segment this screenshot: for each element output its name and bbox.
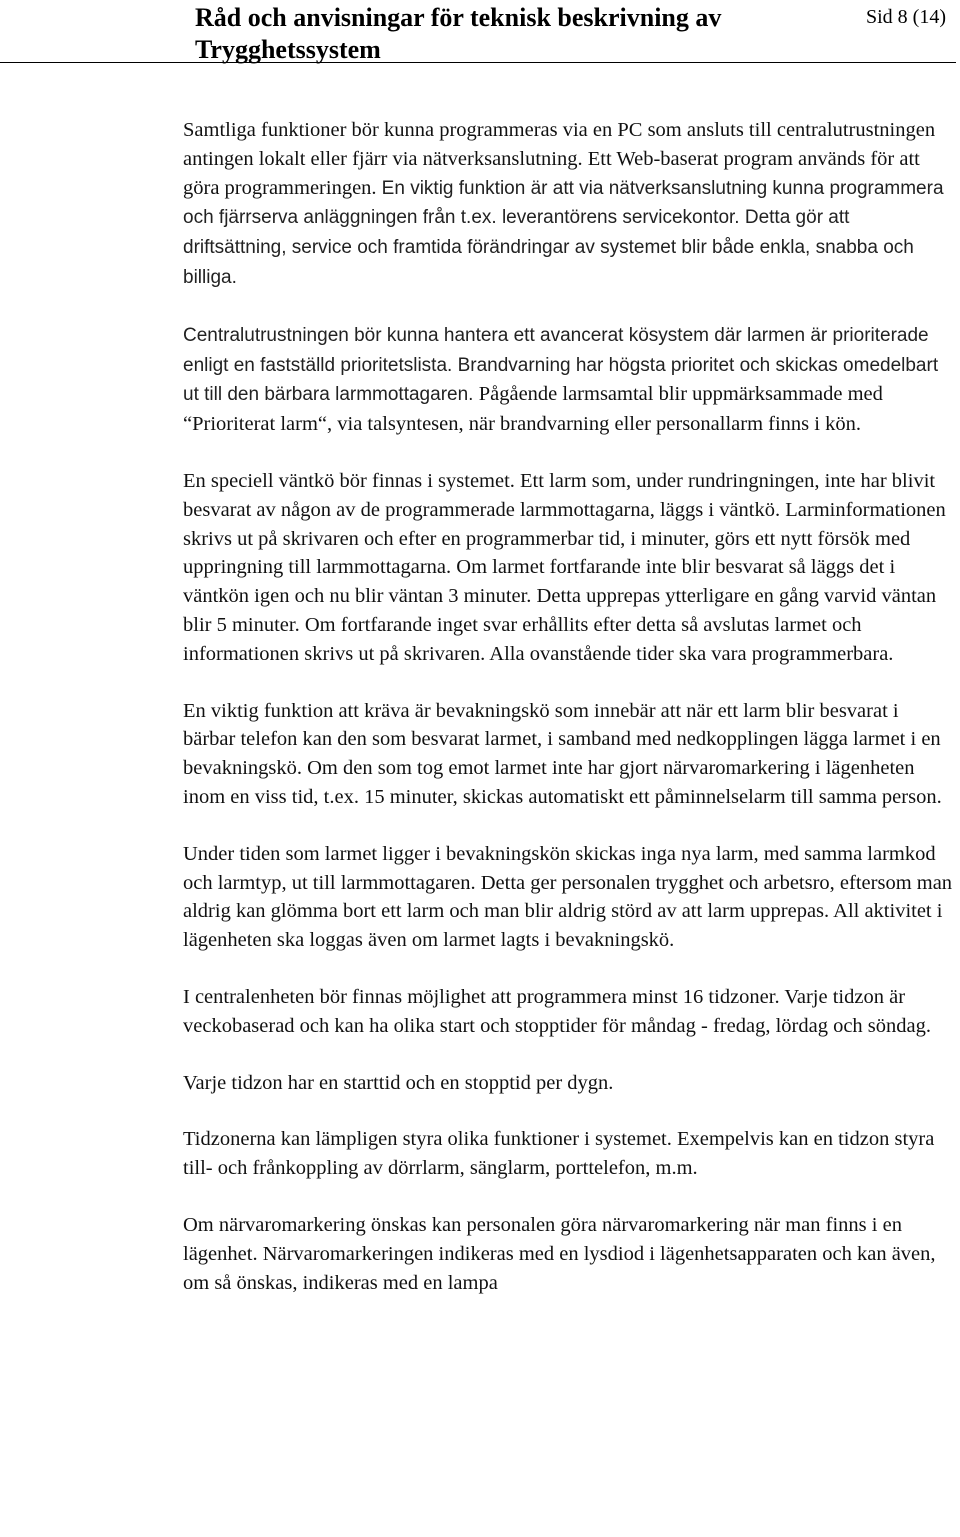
page-number: Sid 8 (14) [866, 6, 946, 28]
paragraph-segment: I centralenheten bör finnas möjlighet att programmera minst 16 tidzoner. Varje tidzon är veckobaserad och kan ha olika start och stopptider för måndag - fredag, lördag och söndag. [183, 985, 931, 1037]
paragraph-time-zone-functions [183, 1125, 955, 1183]
paragraph-segment: Under tiden som larmet ligger i bevakningskön skickas inga nya larm, med samma larmkod och larmtyp, ut till larmmottagaren. Detta ger personalen trygghet och arbetsro, eftersom man aldrig kan glömma bort ett larm och man blir aldrig störd av att larm upprepas. All aktivitet i lägenheten ska loggas även om larmet lagts i bevakningskö. [183, 842, 953, 952]
paragraph-waiting-queue [183, 467, 955, 669]
document-body [183, 116, 955, 1325]
paragraph-queue-system [183, 321, 955, 439]
paragraph-presence-marking [183, 1211, 955, 1297]
paragraph-monitoring-period [183, 840, 955, 955]
paragraph-segment: En speciell väntkö bör finnas i systemet. Ett larm som, under rundringningen, inte har blivit besvarat av någon av de programmerade larmmottagarna, läggs i väntkö. Larminformationen skrivs ut på skrivaren och efter en programmerbar tid, i minuter, görs ett nytt försök med uppringning till larmmottagarna. Om larmet fortfarande inte blir besvarat så läggs det i väntkön igen och nu blir väntan 3 minuter. Detta upprepas ytterligare en gång varvid väntan blir 5 minuter. Om fortfarande inget svar erhållits efter detta så avslutas larmet och informationen skrivs ut på skrivaren. Alla ovanstående tider ska vara programmerbara. [183, 469, 946, 665]
paragraph-segment: En viktig funktion att kräva är bevakningskö som innebär att när ett larm blir besvarat i bärbar telefon kan den som besvarat larmet, i samband med nedkopplingen lägga larmet i en bevakningskö. Om den som tog emot larmet inte har gjort närvaromarkering i lägenheten inom en viss tid, t.ex. 15 minuter, skickas automatiskt ett påminnelselarm till samma person. [183, 699, 942, 808]
paragraph-segment: Tidzonerna kan lämpligen styra olika funktioner i systemet. Exempelvis kan en tidzon styra till- och frånkoppling av dörrlarm, sänglarm, porttelefon, m.m. [183, 1128, 935, 1180]
page-header [0, 0, 960, 62]
paragraph-segment: Centralutrustningen bör kunna hantera ett avancerat kösystem där larmen är prioriterade enligt en fastställd prioritetslista. Brandvarning har högsta prioritet och skickas omedelbart ut till den bärbara larmmottagaren. [183, 324, 939, 406]
paragraph-programming [183, 116, 955, 293]
paragraph-segment: Varje tidzon har en starttid och en stopptid per dygn. [183, 1071, 614, 1094]
paragraph-segment: Pågående larmsamtal blir uppmärksammade med “Prioriterat larm“, via talsyntesen, när brandvarning eller personallarm finns i kön. [183, 383, 883, 436]
document-title: Råd och anvisningar för teknisk beskrivning av Trygghetssystem [195, 3, 722, 64]
paragraph-segment: Om närvaromarkering önskas kan personalen göra närvaromarkering när man finns i en lägenhet. Närvaromarkeringen indikeras med en lysdiod i lägenhetsapparaten och kan även, om så önskas, indikeras med en lampa [183, 1213, 936, 1294]
paragraph-time-zone-period [183, 1069, 955, 1098]
paragraph-segment: En viktig funktion är att via nätverksanslutning kunna programmera och fjärrserva anläggningen från t.ex. leverantörens servicekontor. Detta gör att driftsättning, service och framtida förändringar av systemet blir både enkla, snabba och billiga. [183, 177, 944, 288]
paragraph-monitoring-queue [183, 697, 955, 812]
paragraph-time-zones [183, 983, 955, 1041]
paragraph-segment: Samtliga funktioner bör kunna programmeras via en PC som ansluts till centralutrustningen antingen lokalt eller fjärr via nätverksanslutning. Ett Web-baserat program används för att göra programmeringen. [183, 119, 936, 199]
header-divider [0, 62, 956, 63]
